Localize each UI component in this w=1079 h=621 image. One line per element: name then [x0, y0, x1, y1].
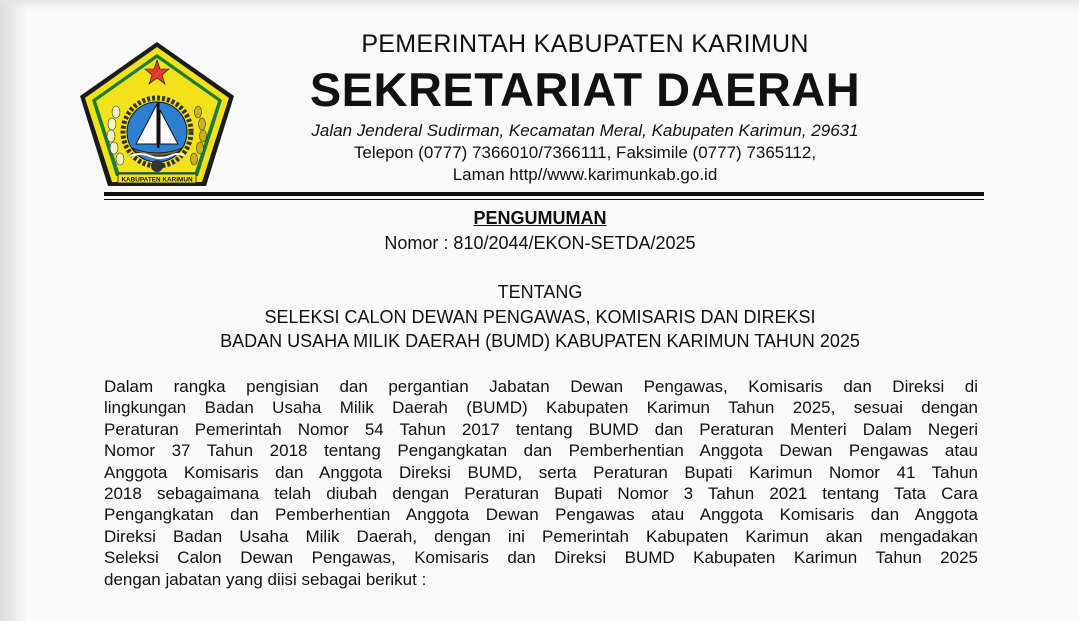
body-line: Nomor 37 Tahun 2018 tentang Pengangkatan dan Pemberhentian Anggota Dewan Pengawas atau [104, 441, 978, 461]
announcement-title: PENGUMUMAN [473, 208, 607, 228]
body-paragraph [104, 376, 978, 590]
body-line: Pengangkatan dan Pemberhentian Anggota Dewan Pengawas atau Anggota Komisaris dan Anggota [104, 505, 978, 525]
office-address-block [250, 120, 920, 186]
body-line: Seleksi Calon Dewan Pengawas, Komisaris dan Direksi BUMD Kabupaten Karimun Tahun 2025 [104, 548, 978, 568]
office-name: SEKRETARIAT DAERAH [309, 63, 861, 116]
letterhead-rule-thin [104, 199, 984, 200]
about-label: TENTANG [497, 282, 583, 302]
body-line: 2018 sebagaimana telah diubah dengan Peraturan Bupati Nomor 3 Tahun 2021 tentang Tata Cara [104, 484, 978, 504]
body-line: Direksi Badan Usaha Milik Daerah, dengan ini Pemerintah Kabupaten Karimun akan mengadakan [104, 526, 978, 546]
government-name: PEMERINTAH KABUPATEN KARIMUN [361, 30, 809, 58]
regency-emblem-logo [78, 40, 236, 188]
letterhead-rule-thick [104, 192, 984, 196]
subject-line-2: BADAN USAHA MILIK DAERAH (BUMD) KABUPATEN KARIMUN TAHUN 2025 [220, 331, 860, 351]
announcement-subject [130, 305, 950, 353]
body-line: dengan jabatan yang diisi sebagai berikut : [104, 569, 427, 589]
body-line: Dalam rangka pengisian dan pergantian Jabatan Dewan Pengawas, Komisaris dan Direksi di [104, 377, 978, 396]
subject-line-1: SELEKSI CALON DEWAN PENGAWAS, KOMISARIS DAN DIREKSI [264, 307, 816, 327]
address-website: Laman http//www.karimunkab.go.id [452, 165, 718, 184]
body-line: Anggota Komisaris dan Anggota Direksi BUMD, serta Peraturan Bupati Karimun Nomor 41 Tahun [104, 462, 978, 482]
address-phone-fax: Telepon (0777) 7366010/7366111, Faksimile (0777) 7365112, [353, 143, 817, 162]
page-shadow-top [0, 0, 1079, 10]
emblem-caption: KABUPATEN KARIMUN [121, 176, 193, 184]
announcement-number: Nomor : 810/2044/EKON-SETDA/2025 [384, 233, 696, 253]
address-street: Jalan Jenderal Sudirman, Kecamatan Meral, Kabupaten Karimun, 29631 [311, 121, 859, 140]
emblem-graphic [78, 40, 236, 188]
body-line: Peraturan Pemerintah Nomor 54 Tahun 2017 tentang BUMD dan Peraturan Menteri Dalam Negeri [104, 419, 978, 439]
body-line: lingkungan Badan Usaha Milik Daerah (BUMD) Kabupaten Karimun Tahun 2025, sesuai dengan [104, 398, 978, 418]
page-shadow-left [0, 0, 28, 621]
